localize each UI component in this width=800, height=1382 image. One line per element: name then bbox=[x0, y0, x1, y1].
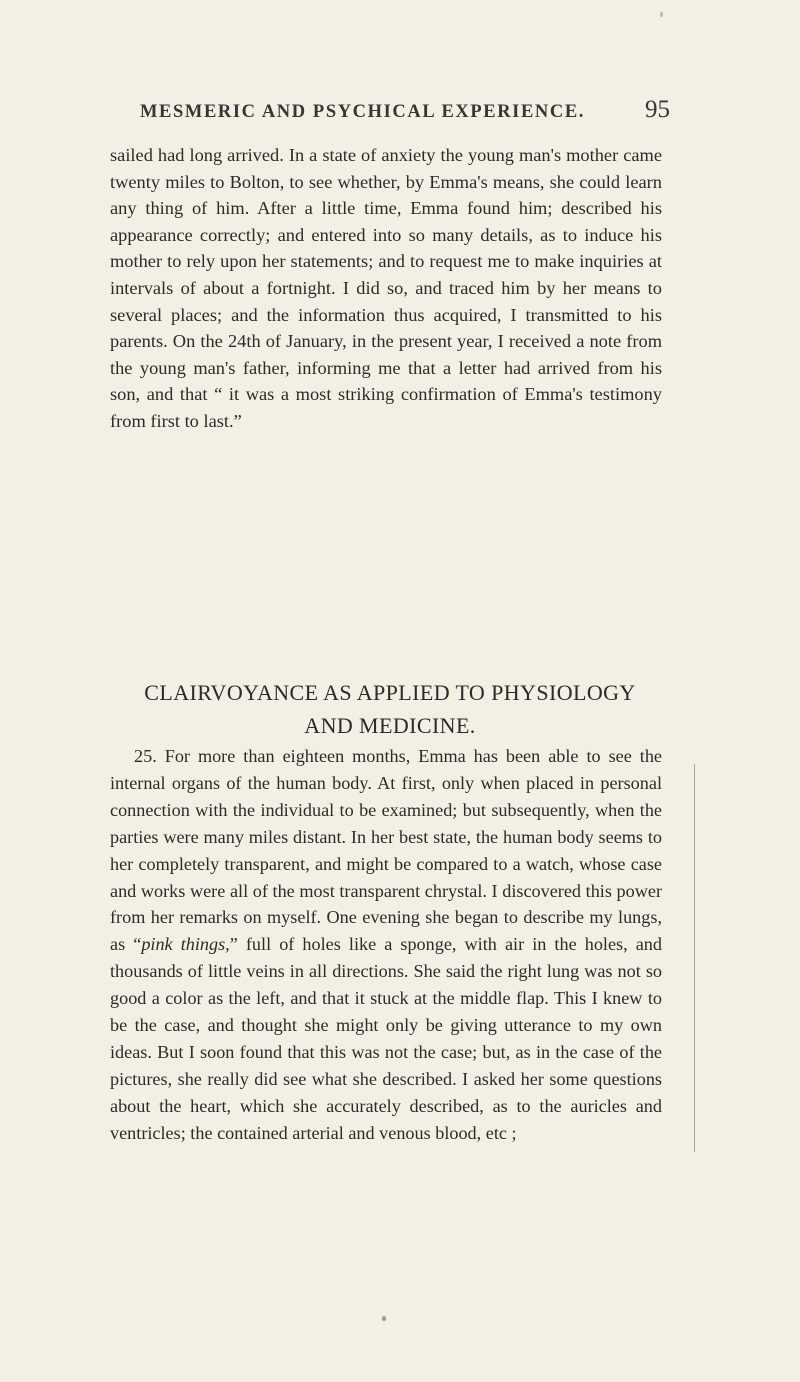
page-number: 95 bbox=[645, 96, 670, 123]
paragraph-text: sailed had long arrived. In a state of anxiety the young man's mother came twenty miles to Bolton, to see whether, by Emma's means, she could learn any thing of him. After a little time, Emma found him; described his appearance correctly; and entered into so many details, as to induce his mother to rely upon her statements; and to request me to make inquiries at intervals of about a fortnight. I did so, and traced him by her means to several places; and the information thus acquired, I transmitted to his parents. On the 24th of January, in the present year, I received a note from the young man's father, informing me that a letter had arrived from his son, and that “ it was a most striking confirmation of Emma's testimony from first to last.” bbox=[110, 145, 662, 431]
running-head bbox=[140, 96, 670, 128]
paragraph-text-end: ” full of holes like a sponge, with air in the holes, and thousands of little veins in all directions. She said the right lung was not so good a color as the left, and that it stuck at the middle flap. This I knew to be the case, and thought she might only be giving utterance to my own ideas. But I soon found that this was not the case; but, as in the case of the pictures, she really did see what she described. I asked her some questions about the heart, which she accurately described, as to the auricles and ventricles; the contained arterial and venous blood, etc ; bbox=[110, 934, 662, 1143]
paragraph-text-start: 25. For more than eighteen months, Emma has been able to see the internal organs of the human body. At first, only when placed in personal connection with the individual to be examined; but subsequently, when the parties were many miles distant. In her best state, the human body seems to her completely transparent, and might be compared to a watch, whose case and works were all of the most transparent chrystal. I discovered this power from her remarks on myself. One evening she began to describe my lungs, as “ bbox=[110, 746, 662, 955]
margin-bracket-mark bbox=[676, 764, 695, 1152]
paper-speck bbox=[660, 12, 663, 17]
section-heading bbox=[110, 676, 670, 742]
italic-phrase: pink things, bbox=[141, 934, 230, 955]
paper-speck bbox=[382, 1316, 386, 1321]
continuation-paragraph bbox=[110, 142, 662, 435]
section-heading-line-1: CLAIRVOYANCE AS APPLIED TO PHYSIOLOGY bbox=[144, 680, 636, 705]
section-heading-line-2: AND MEDICINE. bbox=[304, 713, 476, 738]
section-paragraph bbox=[110, 743, 662, 1147]
running-title: MESMERIC AND PSYCHICAL EXPERIENCE. bbox=[140, 102, 586, 122]
paragraph-text bbox=[110, 743, 662, 1147]
